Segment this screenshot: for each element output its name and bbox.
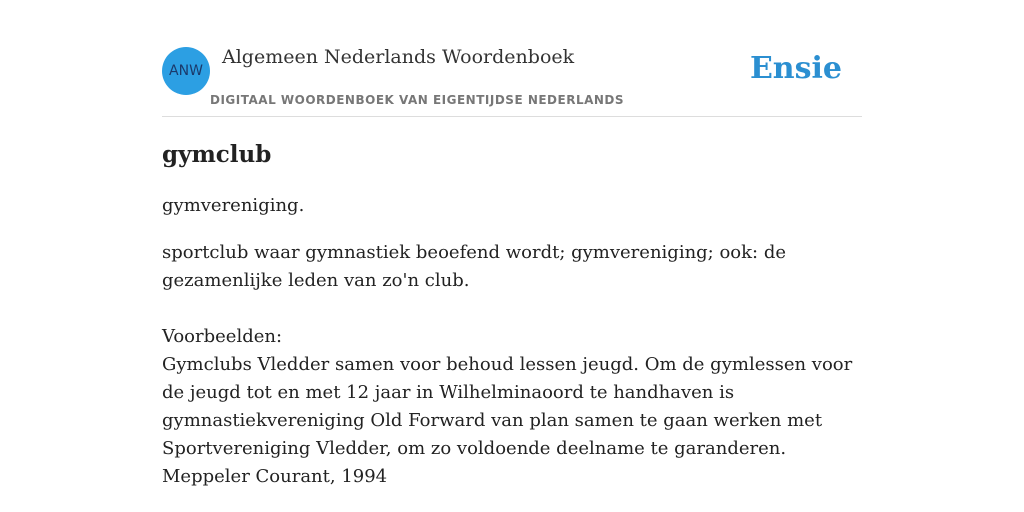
headword: gymclub: [162, 141, 272, 168]
examples-section: [162, 323, 862, 491]
ensie-brand-logo[interactable]: Ensie: [749, 51, 842, 86]
short-definition: gymvereniging.: [162, 195, 305, 216]
examples-label: Voorbeelden:: [162, 326, 283, 347]
site-header: [162, 40, 862, 117]
site-title[interactable]: Algemeen Nederlands Woordenboek: [222, 46, 575, 68]
definition: sportclub waar gymnastiek beoefend wordt; gymvereniging; ook: de gezamenlijke leden van zo'n club.: [162, 242, 787, 291]
entry-content: [162, 138, 862, 491]
site-subtitle: DIGITAAL WOORDENBOEK VAN EIGENTIJDSE NEDERLANDS: [210, 93, 625, 107]
example-source: Meppeler Courant, 1994: [162, 466, 388, 487]
example-text: Gymclubs Vledder samen voor behoud lessen jeugd. Om de gymlessen voor de jeugd tot en met 12 jaar in Wilhelminaoord te handhaven is gymnastiekvereniging Old Forward van plan samen te gaan werken met Sportvereniging Vledder, om zo voldoende deelname te garanderen.: [162, 354, 853, 459]
anw-logo[interactable]: ANW: [162, 47, 210, 95]
